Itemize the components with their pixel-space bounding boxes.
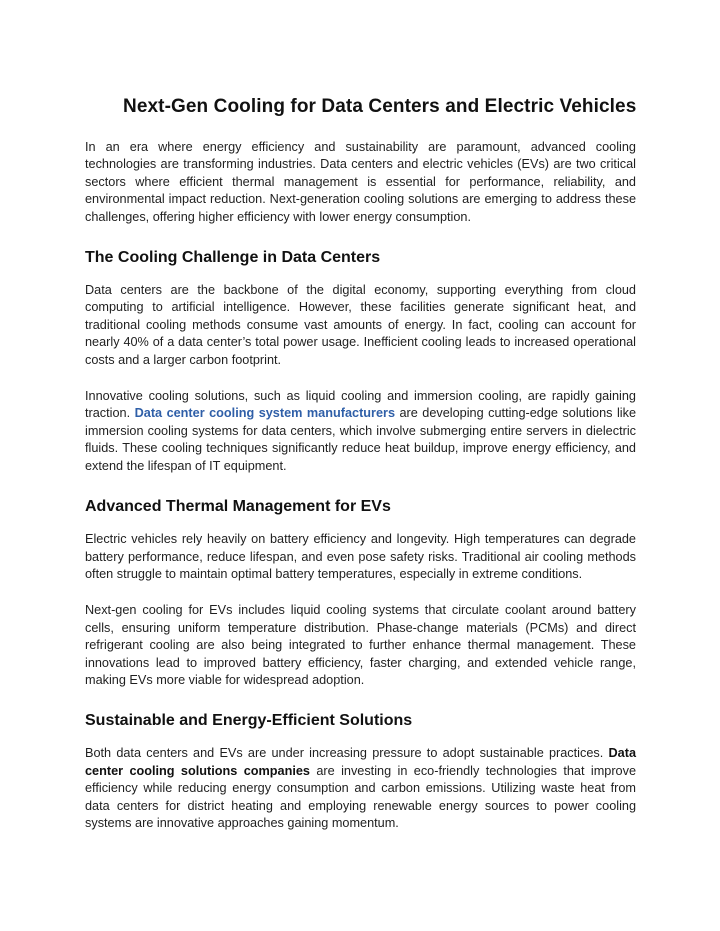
article bbox=[85, 96, 636, 851]
evs-paragraph-1: Electric vehicles rely heavily on battery efficiency and longevity. High temperatures can degrade battery performance, reduce lifespan, and even pose safety risks. Traditional air cooling methods often struggle to maintain optimal battery temperatures, especially in extreme conditions. bbox=[85, 532, 636, 581]
data-centers-paragraph-2 bbox=[85, 388, 636, 475]
evs-paragraph-2: Next-gen cooling for EVs includes liquid cooling systems that circulate coolant around battery cells, ensuring uniform temperature distribution. Phase-change materials (PCMs) and direct refrigerant cooling are also being integrated to further enhance thermal management. These innovations lead to improved battery efficiency, faster charging, and extended vehicle range, making EVs more viable for widespread adoption. bbox=[85, 603, 636, 687]
sustainable-paragraph-text-a: Both data centers and EVs are under increasing pressure to adopt sustainable practices. bbox=[85, 746, 609, 761]
page-title: Next-Gen Cooling for Data Centers and Electric Vehicles bbox=[123, 96, 637, 117]
section-heading-evs: Advanced Thermal Management for EVs bbox=[85, 498, 391, 516]
section-heading-sustainable: Sustainable and Energy-Efficient Solutions bbox=[85, 712, 413, 730]
section-heading-data-centers: The Cooling Challenge in Data Centers bbox=[85, 249, 381, 267]
data-centers-paragraph-2-text-b: are developing cutting-edge solutions like immersion cooling systems for data centers, which involve submerging entire servers in dielectric fluids. These cooling techniques significantly reduce heat buildup, improve energy efficiency, and extend the lifespan of IT equipment. bbox=[85, 406, 637, 473]
data-centers-paragraph-1: Data centers are the backbone of the digital economy, supporting everything from cloud computing to artificial intelligence. However, these facilities generate significant heat, and traditional cooling methods consume vast amounts of energy. In fact, cooling can account for nearly 40% of a data center’s total power usage. Inefficient cooling leads to increased operational costs and a larger carbon footprint. bbox=[85, 283, 636, 367]
sustainable-paragraph-text-b: are investing in eco-friendly technologies that improve efficiency while reducing energy consumption and carbon emissions. Utilizing waste heat from data centers for district heating and employing renewable energy sources to power cooling systems are innovative approaches gaining momentum. bbox=[85, 763, 636, 830]
manufacturers-link[interactable]: Data center cooling system manufacturers bbox=[134, 406, 396, 421]
sustainable-paragraph bbox=[85, 745, 636, 832]
companies-bold-text: Data center cooling solutions companies bbox=[85, 746, 636, 778]
intro-paragraph: In an era where energy efficiency and sustainability are paramount, advanced cooling technologies are transforming industries. Data centers and electric vehicles (EVs) are two critical sectors where efficient thermal management is essential for performance, reliability, and environmental impact reduction. Next-generation cooling solutions are emerging to address these challenges, offering higher efficiency with lower energy consumption. bbox=[85, 140, 636, 224]
data-centers-paragraph-2-text-a: Innovative cooling solutions, such as liquid cooling and immersion cooling, are rapidly gaining traction. bbox=[85, 389, 636, 421]
